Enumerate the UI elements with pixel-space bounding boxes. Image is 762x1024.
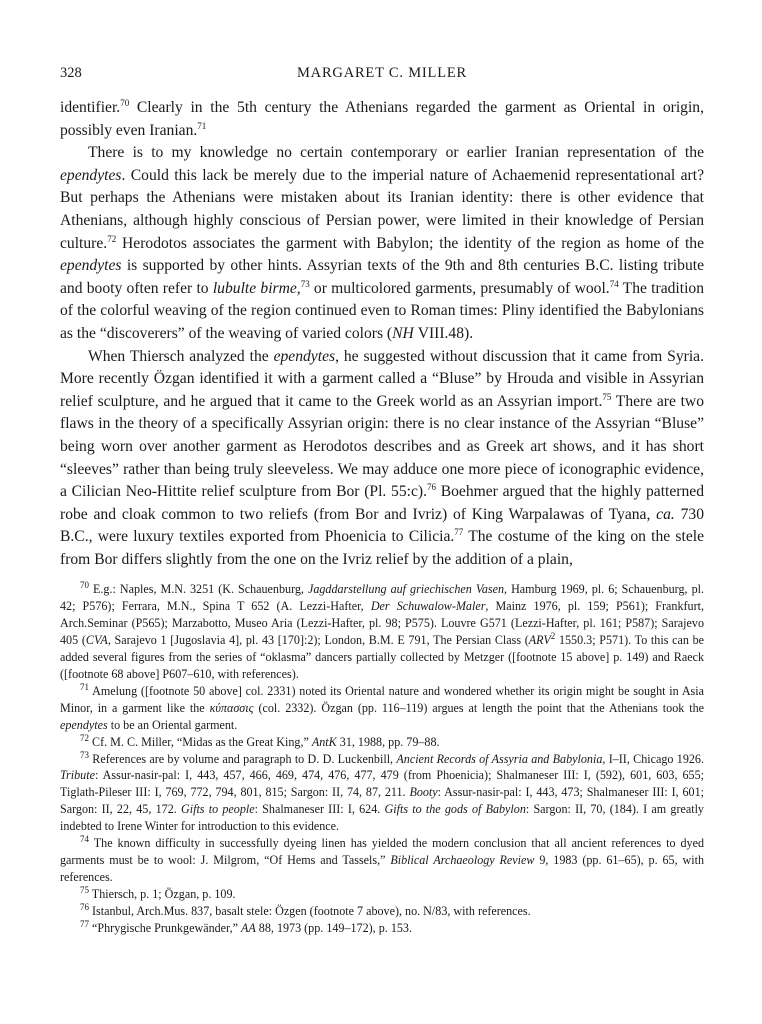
text-span: Boehmer argued that the highly patterned robe and cloak common to two reliefs (from Bor and Ivriz) of King Warpalawas of Tyana, <box>60 483 704 523</box>
italic-term: Gifts to people <box>180 802 255 817</box>
italic-term: lubulte birme <box>212 279 297 297</box>
footnote-77 <box>60 920 704 937</box>
text-span: 1550.3; P571). To this can be added several figures from the series of “oklasma” dancers partially collected by Metzger ([footnote 15 above] p. 149) and Raeck ([footnote 68 above] P607–610, with references). <box>60 633 704 681</box>
running-head: MARGARET C. MILLER <box>296 65 467 81</box>
text-span: : Assur-nasir-pal: I, 443, 457, 466, 469, 474, 476, 477, 479 (from Phoenicia); Shalmaneser III: I, (592), 601, 603, 655; Tiglath-Pileser III: I, 769, 772, 794, 801, 815; Sargon: II, 74, 87, 211. <box>60 768 704 800</box>
italic-title: Ancient Records of Assyria and Babylonia <box>396 751 603 766</box>
footnote-72 <box>60 734 704 751</box>
italic-title: AA <box>241 920 256 935</box>
italic-title: AntK <box>311 734 337 749</box>
footnote-number: 73 <box>80 749 89 760</box>
text-span: : Assur-nasir-pal: I, 443, 473; Shalmaneser III: I, 601; Sargon: II, 22, 45, 172. <box>60 785 704 817</box>
text-span: , Mainz 1976, pl. 159; P561); Frankfurt, Arch.Seminar (P565); Marzabotto, Museo Aria (Lezzi-Hafter, pl. 98; P575). Louvre G571 (Lezzi-Hafter, pl. 161; P587); Sarajevo 405 ( <box>60 599 705 648</box>
italic-term: Tribute <box>60 768 95 783</box>
footnote-number: 72 <box>80 732 89 743</box>
text-span: Clearly in the 5th century the Athenians regarded the garment as Oriental in origin, possibly even Iranian. <box>60 99 704 139</box>
footnote-number: 70 <box>80 580 89 591</box>
text-span: 31, 1988, pp. 79–88. <box>336 734 440 749</box>
italic-term: NH <box>392 324 414 342</box>
footnote-ref-75[interactable]: 75 <box>602 391 612 402</box>
footnote-ref-72[interactable]: 72 <box>107 233 117 244</box>
footnote-ref-71[interactable]: 71 <box>197 120 207 131</box>
text-span: , Hamburg 1969, pl. 6; Schauenburg, pl. 42; P576); Ferrara, M.N., Spina T 652 (A. Lezzi-Hafter, <box>60 582 704 614</box>
italic-title: Jagddarstellung auf griechischen Vasen <box>307 582 505 597</box>
text-span: , <box>296 279 301 297</box>
footnote-ref-70[interactable]: 70 <box>120 97 130 108</box>
footnotes <box>60 581 704 936</box>
footnote-ref-76[interactable]: 76 <box>426 481 436 492</box>
text-span: .48). <box>444 324 474 342</box>
italic-title: CVA <box>85 633 108 648</box>
italic-term: Gifts to the gods of Babylon <box>384 802 526 817</box>
footnote-71 <box>60 683 704 734</box>
text-span: . Could this lack be merely due to the imperial nature of Achaemenid representational art? But perhaps the Athenians were mistaken about its Iranian identity: there is other evidence that Athenians, although highly conscious of Persian power, were limited in their knowledge of Persian culture. <box>60 166 704 252</box>
footnote-73 <box>60 751 704 836</box>
footnote-ref-73[interactable]: 73 <box>300 278 310 289</box>
text-span: , I–II, Chicago 1926. <box>602 751 704 766</box>
footnote-number: 75 <box>80 884 89 895</box>
footnote-75 <box>60 886 704 903</box>
italic-term: ependytes <box>60 717 108 732</box>
text-span: is supported by other hints. Assyrian texts of the 9th and 8th centuries <box>121 257 585 275</box>
italic-title: Biblical Archaeology Review <box>390 852 535 867</box>
italic-title: ARV <box>528 633 551 648</box>
page <box>60 63 704 937</box>
greek-term: κύπασσις <box>209 700 254 715</box>
footnote-76 <box>60 903 704 920</box>
text-span: There are two flaws in the theory of a specifically Assyrian origin: there is no clear instance of the Assyrian “Bluse” being worn over another garment as Herodotos describes and as Greek art shows, and it has short “sleeves” rather than being truly sleeveless. We may adduce one more piece of iconographic evidence, a Cilician Neo-Hittite relief sculpture from Bor (Pl. 55:c). <box>60 392 704 501</box>
main-text <box>60 97 704 571</box>
text-span: Amelung ([footnote 50 above] col. 2331) noted its Oriental nature and wondered whether its origin might be sought in Asia Minor, in a garment like the <box>60 683 704 715</box>
text-span: “Phrygische Prunkgewänder,” <box>89 920 241 935</box>
roman-numeral: VIII <box>417 324 445 342</box>
footnote-70 <box>60 581 704 682</box>
text-span: Istanbul, Arch.Mus. 837, basalt stele: Özgen (footnote 7 above), no. N/83, with references. <box>89 903 531 918</box>
text-span: identifier. <box>60 99 121 116</box>
page-header <box>60 63 704 85</box>
text-span: , were luxury textiles exported from Phoenicia to Cilicia. <box>88 528 455 546</box>
text-span: 88, 1973 (pp. 149–172), p. 153. <box>255 920 412 935</box>
text-span: Thiersch, p. 1; Özgan, p. 109. <box>89 886 236 901</box>
text-span: : Sargon: II, 70, (184). I am greatly indebted to Irene Winter for introduction to this evidence. <box>60 802 704 834</box>
footnote-number: 77 <box>80 918 89 929</box>
era-abbrev: B.C. <box>60 528 89 546</box>
text-span: When Thiersch analyzed the <box>88 347 274 365</box>
italic-term: ca. <box>656 505 675 523</box>
paragraph-1 <box>60 97 704 142</box>
text-span: 9, 1983 (pp. 61–65), p. 65, with references. <box>60 852 704 884</box>
italic-term: ependytes <box>60 257 122 275</box>
footnote-number: 74 <box>80 834 89 845</box>
text-span: The tradition of the colorful weaving of the region continued even to Roman times: Pliny identified the Babylonians as the “discoverers” of the weaving of varied colors ( <box>60 279 705 342</box>
italic-term: ependytes <box>60 166 122 184</box>
text-span: : Shalmaneser III: I, 624. <box>254 802 385 817</box>
text-span: The costume of the king on the stele from Bor differs slightly from the one on the Ivriz relief by the addition of a plain, <box>60 528 704 568</box>
italic-term: Booty <box>409 785 438 800</box>
text-span: The known difficulty in successfully dyeing linen has yielded the modern conclusion that all ancient references to dyed garments must be to wool: J. Milgrom, “Of Hems and Tassels,” <box>60 836 704 867</box>
page-number: 328 <box>60 65 82 81</box>
footnote-number: 76 <box>80 901 89 912</box>
era-abbrev: B.C. <box>584 257 614 275</box>
text-span: or multicolored garments, presumably of wool. <box>309 279 610 297</box>
footnote-74 <box>60 835 704 886</box>
text-span: 730 <box>674 505 704 523</box>
italic-title: Der Schuwalow-Maler <box>370 599 486 614</box>
footnote-ref-74[interactable]: 74 <box>609 278 619 289</box>
text-span: E.g.: Naples, M.N. 3251 (K. Schauenburg, <box>89 582 308 597</box>
footnote-ref-77[interactable]: 77 <box>454 527 464 538</box>
italic-term: ependytes <box>273 347 336 365</box>
text-span: Cf. M. C. Miller, “Midas as the Great King,” <box>89 734 312 749</box>
text-span: There is to my knowledge no certain contemporary or earlier Iranian representation of the <box>88 144 704 162</box>
footnote-number: 71 <box>80 681 89 692</box>
superscript: 2 <box>550 631 556 642</box>
paragraph-2 <box>60 142 704 345</box>
text-span: References are by volume and paragraph to D. D. Luckenbill, <box>89 751 397 766</box>
text-span: , Sarajevo 1 [Jugoslavia 4], pl. 43 [170]:2); London, B.M. E 791, The Persian Class ( <box>107 633 529 648</box>
text-span: , he suggested without discussion that it came from Syria. More recently Özgan identified it with a garment called a “Bluse” by Hrouda and visible in Assyrian relief sculpture, and he argued that it came to the Greek world as an Assyrian import. <box>60 347 704 410</box>
text-span: to be an Oriental garment. <box>107 717 238 732</box>
text-span: listing tribute and booty often refer to <box>60 257 704 297</box>
paragraph-3 <box>60 346 704 572</box>
text-span: (col. 2332). Özgan (pp. 116–119) argues at length the point that the Athenians took the <box>253 700 704 715</box>
text-span: Herodotos associates the garment with Babylon; the identity of the region as home of the <box>116 234 704 252</box>
